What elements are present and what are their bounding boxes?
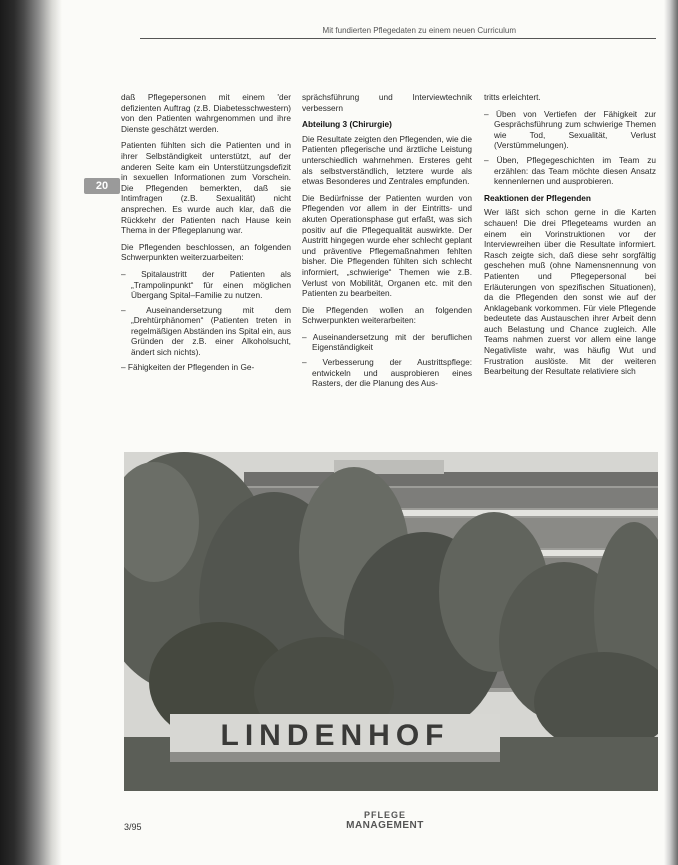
section-heading: Reaktionen der Pflegenden [484, 192, 591, 203]
logo-line-2: MANAGEMENT [346, 820, 424, 831]
section-heading: Abteilung 3 (Chirurgie) [302, 119, 392, 130]
list-item: – Verbesserung der Austrittspflege: entwickeln und ausprobieren eines Rasters, der die Planung des Aus- [302, 357, 472, 389]
page-number: 3/95 [124, 822, 142, 832]
list-item: – Auseinandersetzung mit der beruflichen Eigenständigkeit [302, 332, 472, 353]
running-head: Mit fundierten Pflegedaten zu einem neuen Curriculum [140, 26, 656, 39]
scan-shadow-left [0, 0, 62, 865]
photo-illustration [124, 452, 658, 791]
magazine-logo [330, 811, 440, 831]
list-item: – Fähigkeiten der Pflegenden in Ge- [121, 362, 291, 373]
scan-shadow-right [664, 0, 678, 865]
side-tab-marker: 20 [84, 178, 120, 194]
paragraph: Patienten fühlten sich die Patienten und in ihrer Selbständigkeit unterstützt, auf der anderen Seite kam ein Unterstützungsdefizit in sexuellen Informationen zum Vorschein. Die Pflegenden bemerkten, daß sie Intimfragen (z.B. Sexualität) nicht ansprechen. Es wurde auch klar, daß die Rückkehr der Patienten nach Hause kein Thema in der Pflegeplanung war. [121, 140, 291, 236]
paragraph: Die Resultate zeigten den Pflegenden, wie die Patienten pflegerische und ärztliche Leistung unterschiedlich wahrnehmen. Ersteres geht als selbstverständlich, letztere wurde als etwas Besonderes und Zentrales empfunden. [302, 133, 472, 187]
bullet-list [121, 269, 291, 372]
list-item: – Üben, Pflegegeschichten im Team zu erzählen: das Team möchte diesen Ansatz kennenlernen und ausprobieren. [484, 155, 656, 187]
list-item: – Spitalaustritt der Patienten als „Trampolinpunkt“ für einen möglichen Übergang Spital–Familie zu nutzen. [121, 269, 291, 301]
list-item: – Auseinandersetzung mit dem „Drehtürphänomen“ (Patienten treten in regelmäßigen Abständen ins Spital ein, aus Gründen der z.B. einer Alkoholsucht, ändert sich nichts). [121, 305, 291, 358]
bullet-list [484, 109, 656, 187]
bullet-list [302, 332, 472, 389]
text-column-2 [302, 92, 472, 395]
paragraph: Die Pflegenden wollen an folgenden Schwerpunkten weiterarbeiten: [302, 304, 472, 326]
sign-text: LINDENHOF [220, 719, 450, 752]
text-column-1 [121, 92, 291, 378]
paragraph: Die Bedürfnisse der Patienten wurden von Pflegenden vor allem in der Eintritts- und akuten Operationsphase gut erfaßt, was sich positiv auf die Pflegequalität auswirkte. Der Austritt hingegen wurde eher schlecht geplant und präventive Pflegemaßnahmen fehlten bisher. Die Pflegenden fühlten sich schlecht informiert, „schwierige“ Themen wie z.B. Verlust von Mobilität, Organen etc. mit den Patienten zu bearbeiten. [302, 192, 472, 299]
hospital-photo [124, 452, 658, 791]
logo-line-1: PFLEGE [363, 810, 406, 820]
paragraph: Die Pflegenden beschlossen, an folgenden Schwerpunkten weiterzuarbeiten: [121, 241, 291, 263]
paragraph: Wer läßt sich schon gerne in die Karten schauen! Die drei Pflegeteams wurden an einem ein Vorinstruktionen vor der Interviewreihen über die Resultate informiert. Rasch zeigte sich, daß diese sehr sorgfältig geschehen muß (ohne Namensnennung von Patienten und Pflegepersonal bei Erläuterungen von spezifischen Situationen), da die Pflegenden den sonst wie auf der Anklagebank vorkommen. Für viele Pflegende bedeutete das Austauschen ihrer Arbeit denn auch Belastung und Chance zugleich. Alle Teams nahmen zuerst vor allem eine lange Negativliste wahr, was häufig Wut und Frustration auslöste. Mit der weiteren Bearbeitung der Resultate relativiere sich [484, 207, 656, 377]
paragraph: tritts erleichtert. [484, 92, 541, 102]
lindenhof-sign [170, 714, 500, 762]
paragraph: daß Pflegepersonen mit einem 'der defizienten Auftrag (z.B. Diabetesschwestern) von den Patienten wahrgenommen und ihre Dienste geschätzt werden. [121, 92, 291, 134]
text-column-3 [484, 92, 656, 383]
paragraph: sprächsführung und Interviewtechnik verbessern [302, 92, 472, 113]
list-item: – Üben von Vertiefen der Fähigkeit zur Gesprächsführung zum schwierige Themen wie Tod, Sexualität, Verlust (Verstümmelungen). [484, 109, 656, 151]
